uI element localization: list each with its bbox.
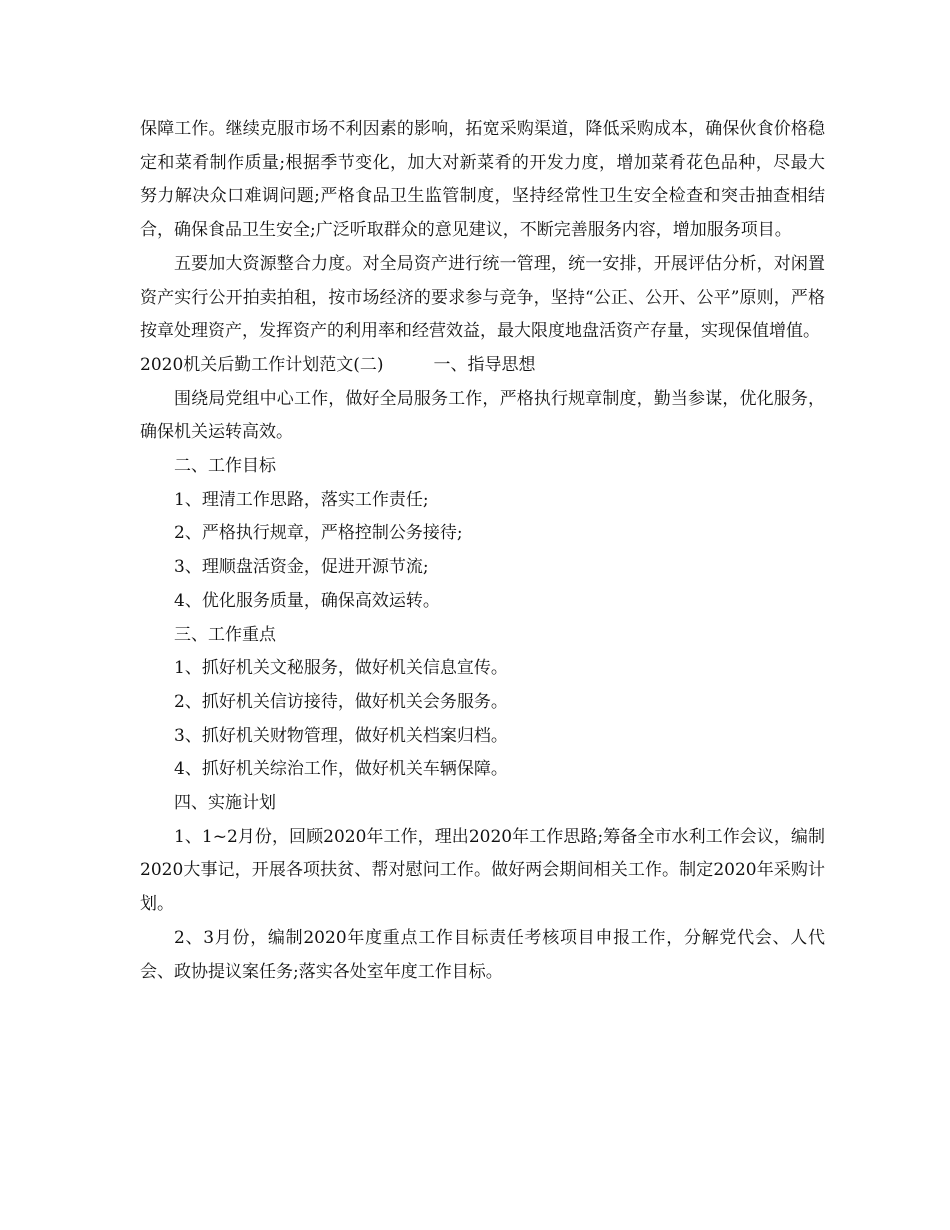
document-body xyxy=(140,113,825,989)
paragraph-continuation: 保障工作。继续克服市场不利因素的影响，拓宽采购渠道，降低采购成本，确保伙食价格稳定和菜肴制作质量;根据季节变化，加大对新菜肴的开发力度，增加菜肴花色品种，尽最大努力解决众口难调问题;严格食品卫生监管制度，坚持经常性卫生安全检查和突击抽查相结合，确保食品卫生安全;广泛听取群众的意见建议，不断完善服务内容，增加服务项目。 xyxy=(140,119,825,241)
section-title: 2020机关后勤工作计划范文(二) xyxy=(140,354,384,375)
paragraph-guiding-thought: 围绕局党组中心工作，做好全局服务工作，严格执行规章制度，勤当参谋，优化服务，确保机关运转高效。 xyxy=(140,388,825,443)
list-item-goal-4: 4、优化服务质量，确保高效运转。 xyxy=(174,590,440,611)
list-item-focus-2: 2、抓好机关信访接待，做好机关会务服务。 xyxy=(174,691,508,712)
heading-work-goals: 二、工作目标 xyxy=(174,456,276,477)
section-heading-guiding-thought: 一、指导思想 xyxy=(433,354,536,375)
list-item-goal-1: 1、理清工作思路，落实工作责任; xyxy=(174,489,429,510)
section-title-line xyxy=(140,349,825,383)
heading-implementation-plan: 四、实施计划 xyxy=(174,793,276,814)
list-item-goal-3: 3、理顺盘活资金，促进开源节流; xyxy=(174,557,429,578)
paragraph-plan-jan-feb: 1、1~2月份，回顾2020年工作，理出2020年工作思路;筹备全市水利工作会议，编制2020大事记，开展各项扶贫、帮对慰问工作。做好两会期间相关工作。制定2020年采购计划。 xyxy=(140,826,825,915)
paragraph-resource-integration: 五要加大资源整合力度。对全局资产进行统一管理，统一安排，开展评估分析，对闲置资产实行公开拍卖拍租，按市场经济的要求参与竞争，坚持“公正、公开、公平”原则，严格按章处理资产，发挥资产的利用率和经营效益，最大限度地盘活资产存量，实现保值增值。 xyxy=(140,253,825,342)
heading-work-focus: 三、工作重点 xyxy=(174,624,276,645)
list-item-focus-4: 4、抓好机关综治工作，做好机关车辆保障。 xyxy=(174,759,508,780)
paragraph-plan-march: 2、3月份，编制2020年度重点工作目标责任考核项目申报工作，分解党代会、人代会、政协提议案任务;落实各处室年度工作目标。 xyxy=(140,927,825,982)
list-item-goal-2: 2、严格执行规章，严格控制公务接待; xyxy=(174,523,463,544)
list-item-focus-3: 3、抓好机关财物管理，做好机关档案归档。 xyxy=(174,725,508,746)
list-item-focus-1: 1、抓好机关文秘服务，做好机关信息宣传。 xyxy=(174,658,508,679)
